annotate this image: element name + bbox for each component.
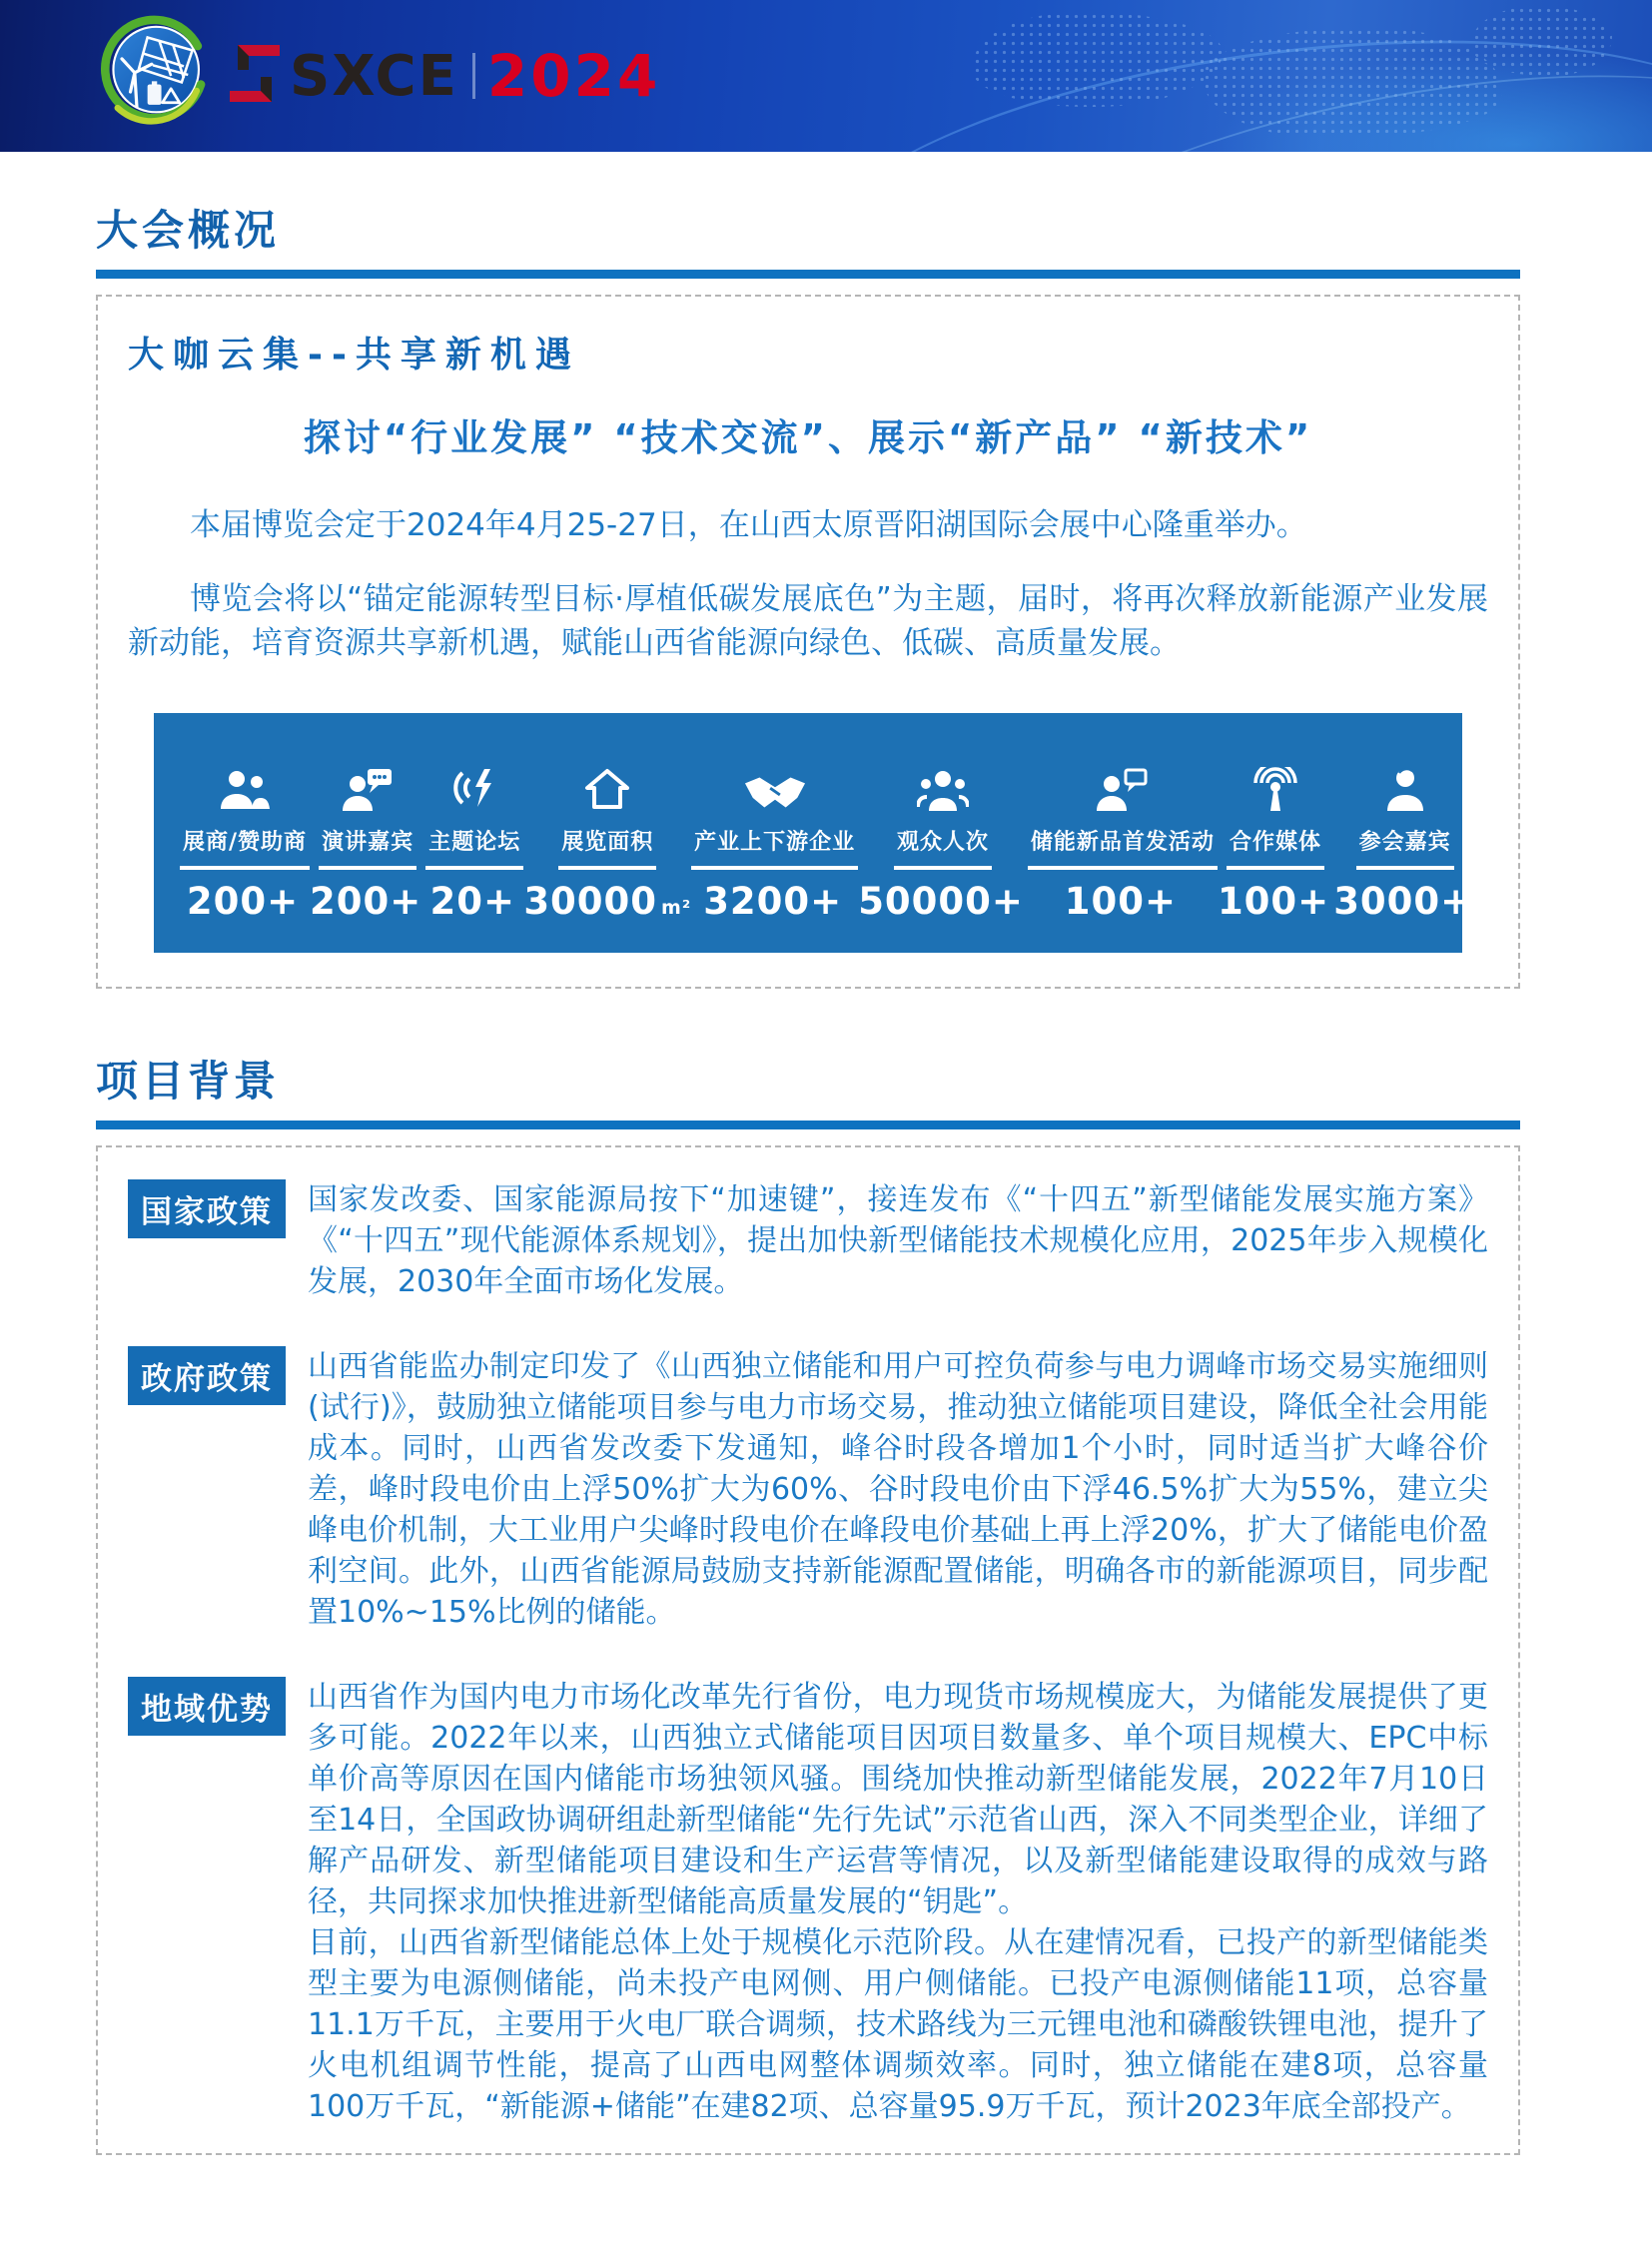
- stat-item-exhibitors: [180, 763, 310, 923]
- overview-section-title: 大会概况: [96, 206, 281, 255]
- stat-value: 200+: [186, 880, 300, 923]
- stat-label: 展览面积: [558, 825, 656, 870]
- stat-label: 主题论坛: [425, 825, 523, 870]
- overview-intro: [128, 503, 1488, 665]
- overview-box-subtitle: 探讨“行业发展” “技术交流”、展示“新产品” “新技术”: [303, 416, 1313, 459]
- area-icon: [583, 763, 631, 811]
- section-rule: [96, 1120, 1520, 1129]
- overview-paragraph-1: 本届博览会定于2024年4月25-27日，在山西太原晋阳湖国际会展中心隆重举办。: [190, 507, 1307, 543]
- stat-value: 3000+: [1333, 880, 1473, 923]
- stat-label: 演讲嘉宾: [319, 825, 416, 870]
- overview-box: [96, 295, 1520, 989]
- stat-value: 100+: [1064, 880, 1178, 923]
- handshake-icon: [744, 763, 806, 811]
- policy-text: [308, 1179, 1488, 1302]
- stat-item-speakers: [310, 763, 425, 923]
- world-map-dots: [1472, 6, 1612, 76]
- policy-label-provincial: 政府政策: [128, 1346, 286, 1405]
- exhibitors-icon: [219, 763, 271, 811]
- speakers-icon: [342, 763, 394, 811]
- policy-paragraph: 山西省作为国内电力市场化改革先行省份，电力现货市场规模庞大，为储能发展提供了更多可能。2022年以来，山西独立式储能项目因项目数量多、单个项目规模大、EPC中标单价高等原因在国内储能市场独领风骚。围绕加快推动新型储能发展，2022年7月10日至14日，全国政协调研组赴新型储能“先行先试”示范省山西，深入不同类型企业，详细了解产品研发、新型储能项目建设和生产运营等情况，以及新型储能建设取得的成效与路径，共同探求加快推进新型储能高质量发展的“钥匙”。: [308, 1680, 1488, 1919]
- policy-label-national: 国家政策: [128, 1179, 286, 1238]
- stat-item-media: [1218, 763, 1333, 923]
- background-section-title: 项目背景: [96, 1057, 281, 1106]
- brand-year: 2024: [486, 42, 661, 110]
- policy-paragraph: 国家发改委、国家能源局按下“加速键”，接连发布《“十四五”新型储能发展实施方案》《“十四五”现代能源体系规划》，提出加快新型储能技术规模化应用，2025年步入规模化发展，2030年全面市场化发展。: [308, 1182, 1488, 1299]
- launch-icon: [1097, 763, 1149, 811]
- brand-bracket-icon: [230, 45, 286, 107]
- stat-item-guests: [1333, 763, 1476, 923]
- policy-text: [308, 1677, 1488, 2127]
- media-icon: [1251, 763, 1299, 811]
- stat-value: 200+: [310, 880, 422, 923]
- stat-item-forums: [425, 763, 523, 923]
- guests-icon: [1383, 763, 1427, 811]
- stat-label: 参会嘉宾: [1356, 825, 1454, 870]
- stat-value: 20+: [429, 880, 516, 923]
- stat-label: 储能新品首发活动: [1028, 825, 1218, 870]
- policy-text: [308, 1346, 1488, 1633]
- stat-label: 合作媒体: [1227, 825, 1324, 870]
- stat-value: 3200+: [703, 880, 843, 923]
- brand-divider: [472, 53, 475, 99]
- stat-item-product-launch: [1028, 763, 1218, 923]
- stat-value: 100+: [1217, 880, 1330, 923]
- policy-label-regional: 地域优势: [128, 1677, 286, 1736]
- overview-box-heading: 大咖云集--共享新机遇: [128, 335, 580, 375]
- section-rule: [96, 270, 1520, 279]
- brand-logo: [94, 14, 660, 138]
- visitors-icon: [917, 763, 969, 811]
- world-map-dots: [1203, 28, 1502, 138]
- top-banner: [0, 0, 1652, 152]
- stat-value: 50000+: [858, 880, 1024, 923]
- overview-paragraph-2: 博览会将以“锚定能源转型目标·厚植低碳发展底色”为主题，届时，将再次释放新能源产业发展新动能，培育资源共享新机遇，赋能山西省能源向绿色、低碳、高质量发展。: [128, 581, 1488, 661]
- expo-logo-icon: [94, 14, 212, 138]
- brand-name: SXCE: [290, 43, 458, 109]
- policy-paragraph: 目前，山西省新型储能总体上处于规模化示范阶段。从在建情况看，已投产的新型储能类型主要为电源侧储能，尚未投产电网侧、用户侧储能。已投产电源侧储能11项，总容量11.1万千瓦，主要用于火电厂联合调频，技术路线为三元锂电池和磷酸铁锂电池，提升了火电机组调节性能，提高了山西电网整体调频效率。同时，独立储能在建8项，总容量100万千瓦，“新能源+储能”在建82项、总容量95.9万千瓦，预计2023年底全部投产。: [308, 1925, 1488, 2124]
- stat-value: 30000 m²: [523, 880, 692, 923]
- background-box: [96, 1145, 1520, 2155]
- stat-item-visitors: [858, 763, 1028, 923]
- policy-block-national: [128, 1179, 1488, 1302]
- forums-icon: [450, 763, 498, 811]
- policy-block-regional: [128, 1677, 1488, 2127]
- policy-block-provincial: [128, 1346, 1488, 1633]
- stats-bar: [154, 713, 1473, 953]
- policy-paragraph: 山西省能监办制定印发了《山西独立储能和用户可控负荷参与电力调峰市场交易实施细则(试行)》，鼓励独立储能项目参与电力市场交易，推动独立储能项目建设，降低全社会用能成本。同时，山西省发改委下发通知，峰谷时段各增加1个小时，同时适当扩大峰谷价差，峰时段电价由上浮50%扩大为60%、谷时段电价由下浮46.5%扩大为55%，建立尖峰电价机制，大工业用户尖峰时段电价在峰段电价基础上再上浮20%，扩大了储能电价盈利空间。此外，山西省能源局鼓励支持新能源配置储能，明确各市的新能源项目，同步配置10%~15%比例的储能。: [308, 1349, 1488, 1630]
- stat-label: 产业上下游企业: [691, 825, 858, 870]
- stat-label: 观众人次: [894, 825, 992, 870]
- stat-item-enterprises: [691, 763, 858, 923]
- stat-item-area: [523, 763, 691, 923]
- stat-label: 展商/赞助商: [180, 825, 310, 870]
